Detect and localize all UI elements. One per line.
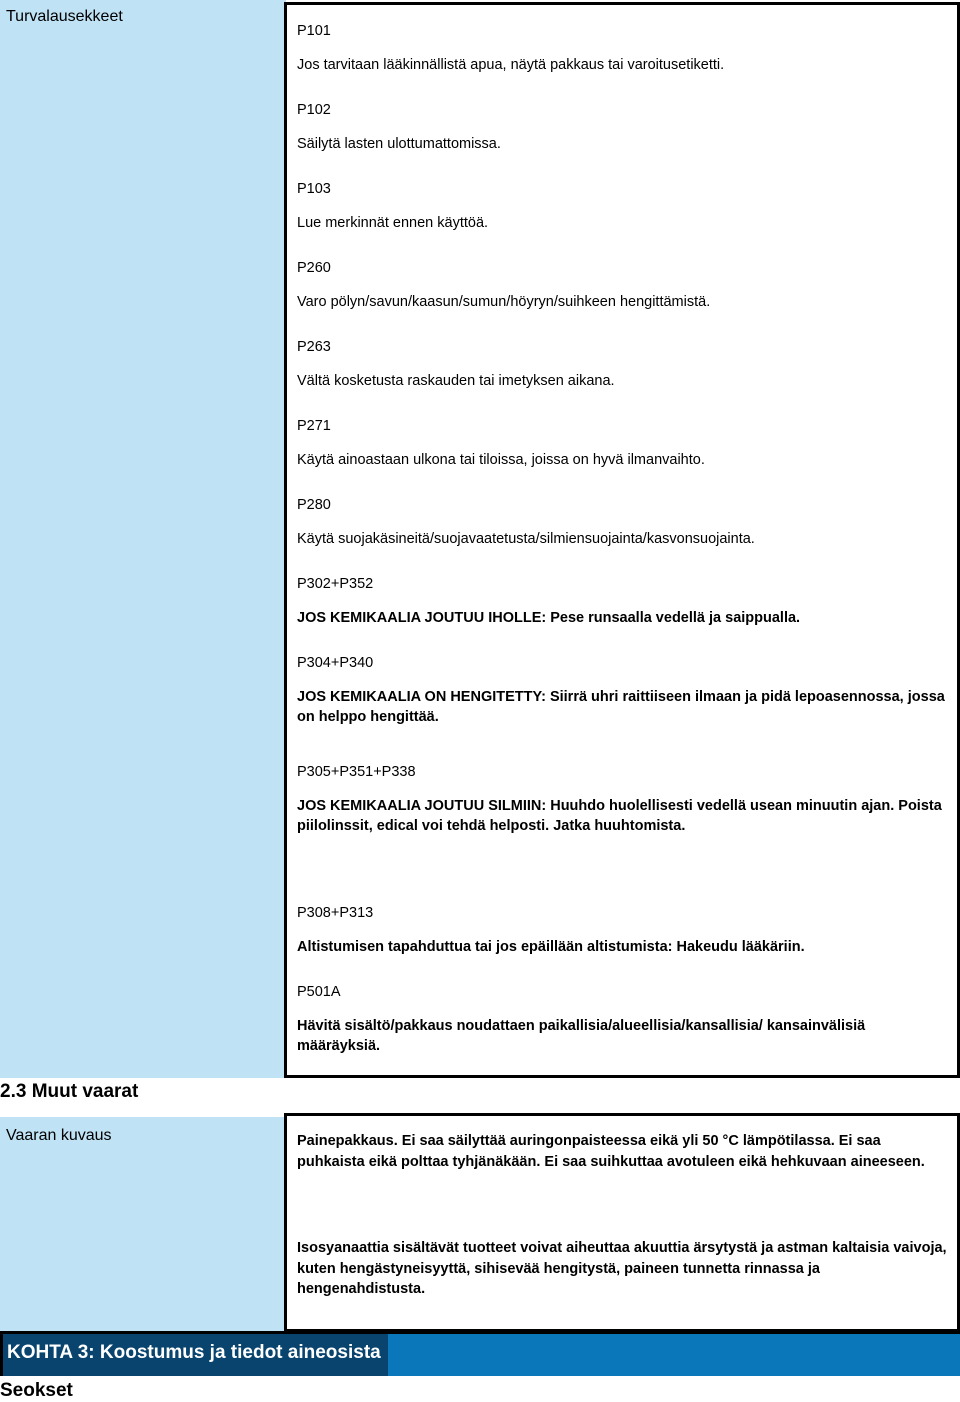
statement-p102 [297,100,949,154]
section-3-title: KOHTA 3: Koostumus ja tiedot aineosista [7,1342,381,1363]
mixtures-subheading: Seokset [0,1380,73,1401]
statement-code: P263 [297,339,331,355]
statement-code: P271 [297,418,331,434]
hazard-paragraph: Isosyanaattia sisältävät tuotteet voivat aiheuttaa akuuttia ärsytystä ja astman kaltaisia vaivoja, kuten hengästyneisyyttä, sihisevää hengitystä, paineen tunnetta rinnassa ja hengenahdistusta. [297,1240,947,1297]
statement-code: P302+P352 [297,576,374,592]
statement-p305-p351-p338 [297,762,949,837]
hazard-paragraph: Painepakkaus. Ei saa säilyttää auringonpaisteessa eikä yli 50 °C lämpötilassa. Ei saa puhkaista eikä polttaa tyhjänäkään. Ei saa suihkuttaa avotuleen eikä hehkuvaan aineeseen. [297,1133,925,1170]
statement-text: JOS KEMIKAALIA JOUTUU IHOLLE: Pese runsaalla vedellä ja saippualla. [297,609,801,626]
other-hazards-heading: 2.3 Muut vaarat [0,1081,139,1102]
safety-label: Turvalausekkeet [6,8,123,25]
statement-text: JOS KEMIKAALIA ON HENGITETTY: Siirrä uhri raittiiseen ilmaan ja pidä lepoasennossa, jossa on helppo hengittää. [297,688,945,725]
statement-text: Varo pölyn/savun/kaasun/sumun/höyryn/suihkeen hengittämistä. [297,293,711,310]
hazard-description-label: Vaaran kuvaus [6,1127,112,1144]
statement-code: P501A [297,984,341,1000]
statement-p103 [297,179,949,233]
statement-text: Hävitä sisältö/pakkaus noudattaen paikallisia/alueellisia/kansallisia/ kansainvälisiä määräyksiä. [297,1017,866,1054]
section-3-title-bar [0,1331,960,1376]
statement-p280 [297,495,949,549]
statement-code: P103 [297,181,331,197]
statement-text: Altistumisen tapahduttua tai jos epäillään altistumista: Hakeudu lääkäriin. [297,938,805,955]
statement-code: P101 [297,23,331,39]
statement-p308-p313 [297,903,949,957]
statement-text: Lue merkinnät ennen käyttöä. [297,214,489,231]
hazard-description-label-cell [0,1117,286,1332]
safety-label-cell [0,0,286,1078]
hazard-description-box [284,1113,960,1332]
statement-text: Käytä suojakäsineitä/suojavaatetusta/silmiensuojainta/kasvonsuojainta. [297,530,755,547]
statement-text: Jos tarvitaan lääkinnällistä apua, näytä pakkaus tai varoitusetiketti. [297,56,725,73]
statement-p302-p352 [297,574,949,628]
statement-code: P308+P313 [297,905,374,921]
statement-text: Vältä kosketusta raskauden tai imetyksen aikana. [297,372,615,389]
statement-p501a [297,982,949,1057]
statement-code: P305+P351+P338 [297,764,416,780]
statement-p101 [297,21,949,75]
statement-text: Käytä ainoastaan ulkona tai tiloissa, joissa on hyvä ilmanvaihto. [297,451,705,468]
statement-p263 [297,337,949,391]
statement-p271 [297,416,949,470]
statement-code: P260 [297,260,331,276]
statement-code: P102 [297,102,331,118]
statement-text: Säilytä lasten ulottumattomissa. [297,135,501,152]
statement-code: P304+P340 [297,655,374,671]
statement-p260 [297,258,949,312]
safety-statements-box [284,2,960,1078]
statement-p304-p340 [297,653,949,728]
statement-code: P280 [297,497,331,513]
statement-text: JOS KEMIKAALIA JOUTUU SILMIIN: Huuhdo huolellisesti vedellä usean minuutin ajan. Poista piilolinssit, edical voi tehdä helposti. Jatka huuhtomista. [297,797,942,834]
